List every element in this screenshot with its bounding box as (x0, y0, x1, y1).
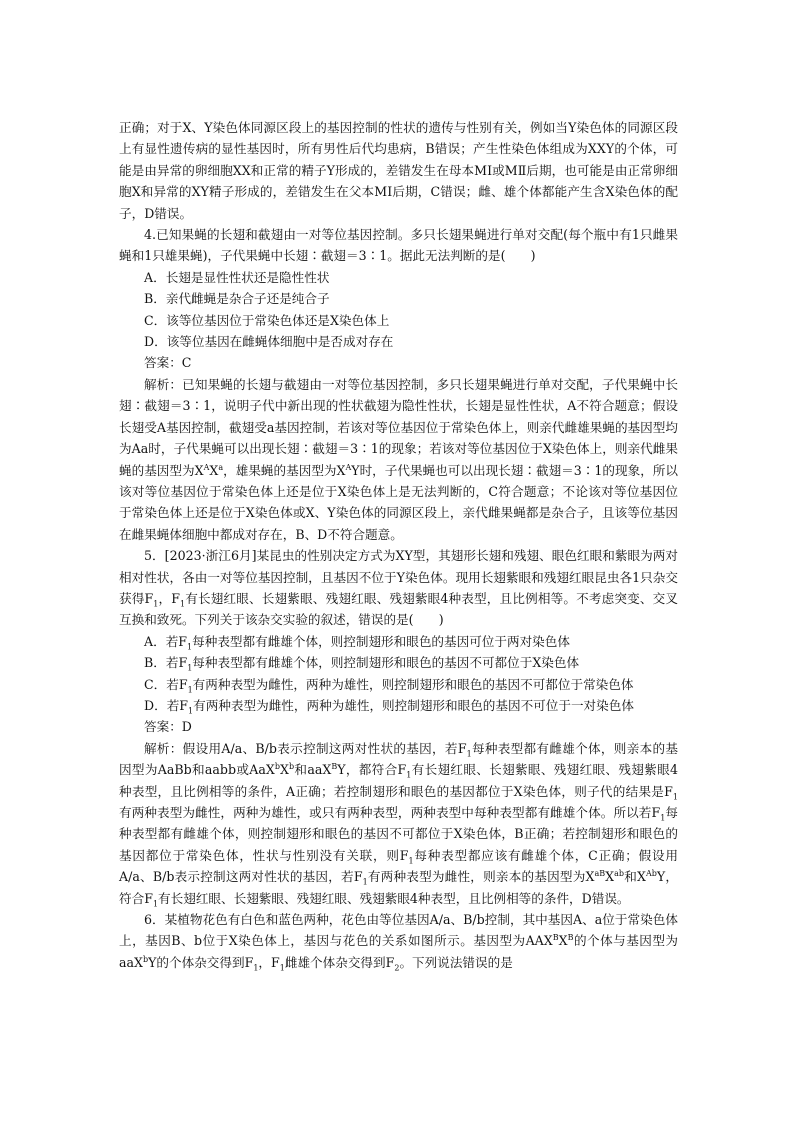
question-5-option-b: B．若$F_1$每种表型都有雌雄个体，则控制翅形和眼色的基因不可都位于X染色体 (144, 655, 580, 673)
question-4-analysis: 解析：已知果蝇的长翅与截翅由一对等位基因控制，多只长翅果蝇进行单对交配，子代果蝇中长翅∶截翅＝3∶1，说明子代中新出现的性状截翅为隐性性状，长翅是显性性状，A不符合题意；假设长翅受A基因控制，截翅受a基因控制，若该对等位基因位于常染色体上，则亲代雌雄果蝇的基因型均为Aa时，子代果蝇可以出现长翅∶截翅＝3∶1的现象；若该对等位基因位于X染色体上，则亲代雌果蝇的基因型为$X^AX^a$，雄果蝇的基因型为$X^AY$时，子代果蝇也可以出现长翅∶截翅＝3∶1的现象，所以该对等位基因位于常染色体上还是位于X染色体上是无法判断的，C符合题意；不论该对等位基因位于常染色体上还是位于X染色体或X、Y染色体的同源区段上，亲代雌果蝇都是杂合子，且该等位基因在雌果蝇体细胞中都成对存在，B、D不符合题意。 (119, 376, 679, 542)
question-4-option-c: C．该等位基因位于常染色体还是X染色体上 (144, 312, 390, 328)
question-5-option-d: D．若$F_1$有两种表型为雌性，两种为雄性，则控制翅形和眼色的基因不可位于一对染色体 (144, 697, 634, 716)
question-5-option-c: C．若$F_1$有两种表型为雌性，两种为雄性，则控制翅形和眼色的基因不可都位于常染色体 (144, 676, 634, 695)
question-5-option-a: A．若$F_1$每种表型都有雌雄个体，则控制翅形和眼色的基因可位于两对染色体 (144, 633, 570, 652)
document-body (119, 117, 678, 973)
intro-paragraph: 正确；对于X、Y染色体同源区段上的基因控制的性状的遗传与性别有关，例如当Y染色体的同源区段上有显性遗传病的显性基因时，所有男性后代均患病，B错误；产生性染色体组成为XXY的个体，可能是由异常的卵细胞XX和正常的精子Y形成的，差错发生在母本MⅠ或MⅡ后期，也可能是由正常卵细胞X和异常的XY精子形成的，差错发生在父本MⅠ后期，C错误；雌、雄个体都能产生含X染色体的配子，D错误。 (119, 120, 678, 221)
question-4-option-a: A．长翅是显性性状还是隐性性状 (144, 269, 330, 285)
question-4-option-d: D．该等位基因在雌蝇体细胞中是否成对存在 (144, 334, 394, 350)
question-4-stem: 4.已知果蝇的长翅和截翅由一对等位基因控制。多只长翅果蝇进行单对交配(每个瓶中有1只雌果蝇和1只雄果蝇)，子代果蝇中长翅∶截翅＝3∶1。据此无法判断的是( ) (119, 227, 678, 264)
question-5-answer: 答案：D (144, 719, 192, 735)
question-4-answer: 答案：C (144, 355, 192, 371)
question-5-stem: 5．[2023·浙江6月]某昆虫的性别决定方式为XY型，其翅形长翅和残翅、眼色红眼和紫眼为两对相对性状，各由一对等位基因控制，且基因不位于Y染色体。现用长翅紫眼和残翅红眼昆虫各1只杂交获得$F_1$，$F_1$有长翅红眼、长翅紫眼、残翅红眼、残翅紫眼4种表型，且比例相等。不考虑突变、交叉互换和致死。下列关于该杂交实验的叙述，错误的是( ) (119, 548, 678, 628)
question-5-analysis: 解析：假设用A/a、B/b表示控制这两对性状的基因，若$F_1$每种表型都有雌雄个体，则亲本的基因型为AaBb和aabb或$AaX^bX^b$和aaX$^B$Y，都符合$F_1$有长翅红眼、长翅紫眼、残翅红眼、残翅紫眼4种表型，且比例相等的条件，A正确；若控制翅形和眼色的基因都位于X染色体，则子代的结果是$F_1$有两种表型为雌性，两种为雄性，或只有两种表型，两种表型中每种表型都有雌雄个体。所以若$F_1$每种表型都有雌雄个体，则控制翅形和眼色的基因不可都位于X染色体，B正确；若控制翅形和眼色的基因都位于常染色体，性状与性别没有关联，则$F_1$每种表型都应该有雌雄个体，C正确；假设用A/a、B/b表示控制这两对性状的基因，若$F_1$有两种表型为雌性，则亲本的基因型为$X^{aB}X^{ab}$和$X^{Ab}Y$，符合$F_1$有长翅红眼、长翅紫眼、残翅红眼、残翅紫眼4种表型，且比例相等的条件，D错误。 (119, 740, 679, 909)
question-4-option-b: B．亲代雌蝇是杂合子还是纯合子 (144, 291, 330, 307)
question-6-stem: 6．某植物花色有白色和蓝色两种，花色由等位基因A/a、B/b控制，其中基因A、a位于常染色体上，基因B、b位于X染色体上，基因与花色的关系如图所示。基因型为$AAX^BX^B$的个体与基因型为aaX$^b$Y的个体杂交得到$F_1$，$F_1$雌雄个体杂交得到$F_2$。下列说法错误的是 (119, 912, 679, 973)
